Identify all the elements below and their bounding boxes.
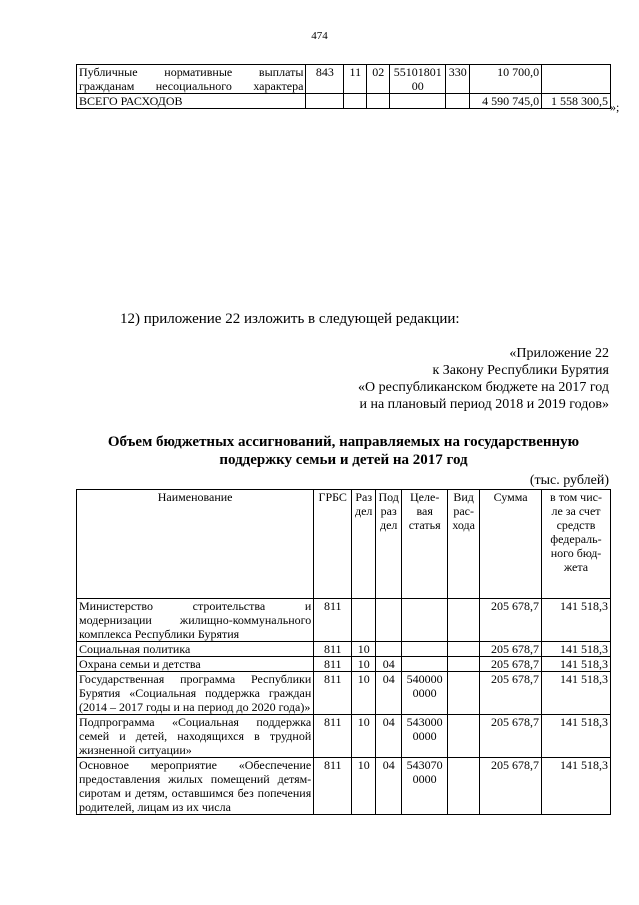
sum-cell: 10 700,0 xyxy=(470,65,542,94)
razdel-cell xyxy=(344,94,367,109)
cs-cell xyxy=(402,642,448,657)
fed-cell xyxy=(542,65,611,94)
vr-cell xyxy=(448,657,480,672)
fed-cell: 141 518,3 xyxy=(542,657,611,672)
grbs-cell: 811 xyxy=(314,715,352,758)
table-row xyxy=(77,642,611,657)
fed-cell: 1 558 300,5 xyxy=(542,94,611,109)
header-vr: Вид рас- хода xyxy=(448,490,480,599)
fed-cell: 141 518,3 xyxy=(542,642,611,657)
header-podrazdel: Под раз дел xyxy=(376,490,402,599)
row-name: Министерство строительства и модернизации жилищно-коммунального комплекса Республики Бурятия xyxy=(77,599,314,642)
allocations-table xyxy=(76,489,611,815)
row-name: ВСЕГО РАСХОДОВ xyxy=(77,94,306,109)
header-name: Наименование xyxy=(77,490,314,599)
grbs-cell: 811 xyxy=(314,599,352,642)
fed-cell: 141 518,3 xyxy=(542,715,611,758)
sum-cell: 205 678,7 xyxy=(480,715,542,758)
fed-cell: 141 518,3 xyxy=(542,672,611,715)
grbs-cell: 843 xyxy=(306,65,344,94)
razdel-cell: 10 xyxy=(352,715,376,758)
table-row xyxy=(77,672,611,715)
podrazdel-cell xyxy=(367,94,390,109)
vr-cell xyxy=(446,94,470,109)
row-name: Публичные нормативные выплаты гражданам несоциального характера xyxy=(77,65,306,94)
sum-cell: 205 678,7 xyxy=(480,657,542,672)
fed-cell: 141 518,3 xyxy=(542,599,611,642)
vr-cell xyxy=(448,672,480,715)
row-name: Охрана семьи и детства xyxy=(77,657,314,672)
fed-cell: 141 518,3 xyxy=(542,758,611,815)
cs-cell xyxy=(402,599,448,642)
podrazdel-cell xyxy=(376,599,402,642)
podrazdel-cell: 04 xyxy=(376,758,402,815)
appendix-line: «Приложение 22 xyxy=(509,346,609,361)
cs-cell xyxy=(402,657,448,672)
sum-cell: 205 678,7 xyxy=(480,599,542,642)
grbs-cell xyxy=(306,94,344,109)
podrazdel-cell: 02 xyxy=(367,65,390,94)
appendix-line: к Закону Республики Бурятия xyxy=(432,363,609,378)
row-name: Основное мероприятие «Обеспечение предоставления жилых помещений детям-сиротам и детям, оставшимся без попечения родителей, лицам из их числа xyxy=(77,758,314,815)
razdel-cell: 10 xyxy=(352,758,376,815)
expenses-table-continuation xyxy=(76,64,611,109)
page-number: 474 xyxy=(311,30,328,42)
vr-cell xyxy=(448,599,480,642)
row-name: Социальная политика xyxy=(77,642,314,657)
cs-cell: 543000 0000 xyxy=(402,715,448,758)
podrazdel-cell: 04 xyxy=(376,715,402,758)
table-row xyxy=(77,94,611,109)
vr-cell xyxy=(448,715,480,758)
sum-cell: 4 590 745,0 xyxy=(470,94,542,109)
grbs-cell: 811 xyxy=(314,672,352,715)
table-header-row xyxy=(77,490,611,599)
cs-cell: 540000 0000 xyxy=(402,672,448,715)
vr-cell xyxy=(448,758,480,815)
grbs-cell: 811 xyxy=(314,642,352,657)
razdel-cell xyxy=(352,599,376,642)
vr-cell xyxy=(448,642,480,657)
podrazdel-cell: 04 xyxy=(376,672,402,715)
cs-cell: 55101801 00 xyxy=(390,65,446,94)
grbs-cell: 811 xyxy=(314,657,352,672)
table-row xyxy=(77,599,611,642)
razdel-cell: 10 xyxy=(352,672,376,715)
cs-cell: 543070 0000 xyxy=(402,758,448,815)
vr-cell: 330 xyxy=(446,65,470,94)
header-grbs: ГРБС xyxy=(314,490,352,599)
unit-label: (тыс. рублей) xyxy=(529,473,609,488)
grbs-cell: 811 xyxy=(314,758,352,815)
razdel-cell: 10 xyxy=(352,642,376,657)
row-name: Подпрограмма «Социальная поддержка семей и детей, находящихся в трудной жизненной ситуации» xyxy=(77,715,314,758)
appendix-line: и на плановый период 2018 и 2019 годов» xyxy=(359,397,609,412)
closing-quote: »; xyxy=(610,100,620,114)
appendix-line: «О республиканском бюджете на 2017 год xyxy=(358,380,609,395)
header-razdel: Раз дел xyxy=(352,490,376,599)
razdel-cell: 11 xyxy=(344,65,367,94)
table-row xyxy=(77,657,611,672)
table-row xyxy=(77,715,611,758)
podrazdel-cell: 04 xyxy=(376,657,402,672)
header-cs: Целе- вая статья xyxy=(402,490,448,599)
table-row xyxy=(77,758,611,815)
razdel-cell: 10 xyxy=(352,657,376,672)
cs-cell xyxy=(390,94,446,109)
sum-cell: 205 678,7 xyxy=(480,672,542,715)
sum-cell: 205 678,7 xyxy=(480,758,542,815)
podrazdel-cell xyxy=(376,642,402,657)
appendix-header xyxy=(358,345,609,413)
sum-cell: 205 678,7 xyxy=(480,642,542,657)
amendment-paragraph: 12) приложение 22 изложить в следующей редакции: xyxy=(120,311,460,327)
row-name: Государственная программа Республики Бурятия «Социальная поддержка граждан (2014 – 2017 годы и на период до 2020 года)» xyxy=(77,672,314,715)
table-row xyxy=(77,65,611,94)
header-sum: Сумма xyxy=(480,490,542,599)
document-title: Объем бюджетных ассигнований, направляемых на государственную поддержку семьи и детей на 2017 год xyxy=(107,434,580,468)
header-fed: в том чис- ле за счет средств федераль- ного бюд- жета xyxy=(542,490,611,599)
